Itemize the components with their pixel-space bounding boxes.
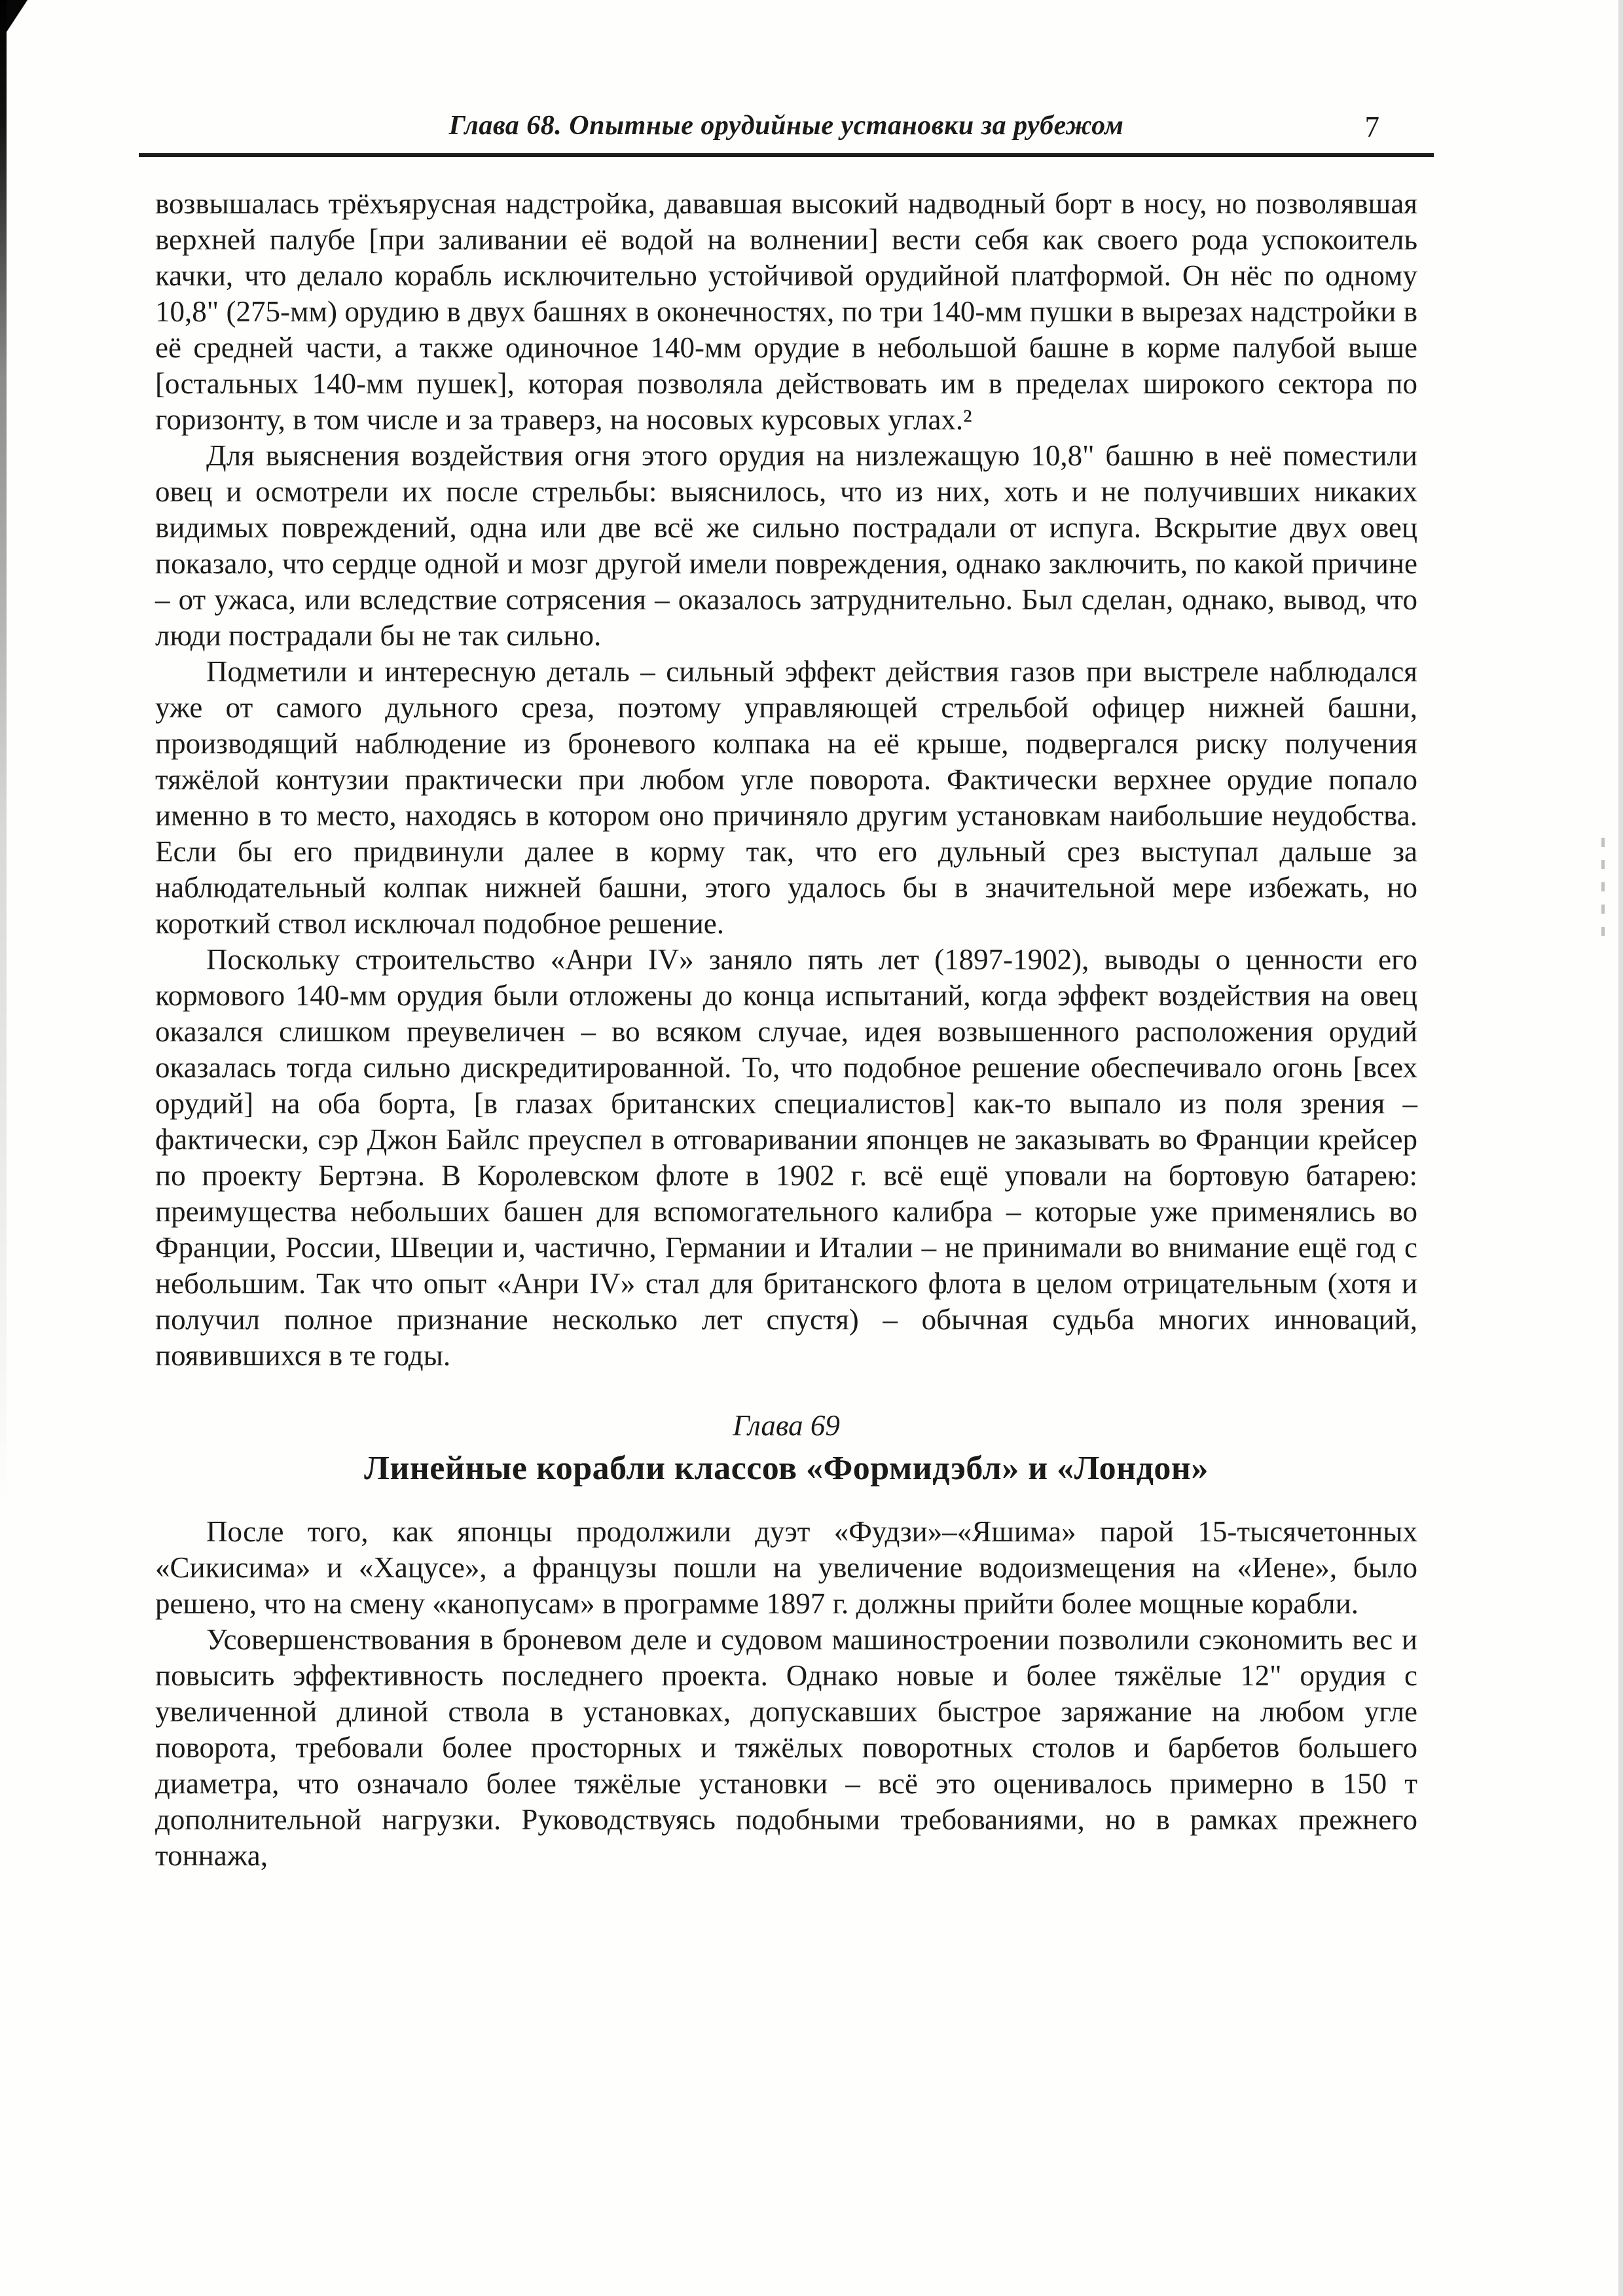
text-block [155,186,1417,1874]
paragraph: Для выяснения воздействия огня этого орудия на низлежащую 10,8" башню в неё поместили овец и осмотрели их после стрельбы: выяснилось, что из них, хоть и не получивших никаких видимых повреждений, одна или две всё же сильно пострадали от испуга. Вскрытие двух овец показало, что сердце одной и мозг другой имели повреждения, однако заключить, по какой причине – от ужаса, или вследствие сотрясения – оказалось затруднительно. Был сделан, однако, вывод, что люди пострадали бы не так сильно. [155,439,1417,652]
paragraph: Усовершенствования в броневом деле и судовом машиностроении позволили сэкономить вес и повысить эффективность последнего проекта. Однако новые и более тяжёлые 12" орудия с увеличенной длиной ствола в установках, допускавших быстрое заряжание на любом угле поворота, требовали более просторных и тяжёлых поворотных столов и барбетов большего диаметра, что означало более тяжёлые установки – всё это оценивалось примерно в 150 т дополнительной нагрузки. Руководствуясь подобными требованиями, но в рамках прежнего тоннажа, [155,1623,1417,1872]
scan-margin-marks [1601,838,1605,942]
paragraph: Подметили и интересную деталь – сильный эффект действия газов при выстреле наблюдался уже от самого дульного среза, поэтому управляющей стрельбой офицер нижней башни, производящий наблюдение из броневого колпака на её крыше, подвергался риску получения тяжёлой контузии практически при любом угле поворота. Фактически верхнее орудие попало именно в то место, находясь в котором оно причиняло другим установкам наибольшие неудобства. Если бы его придвинули далее в корму так, что его дульный срез выступал дальше за наблюдательный колпак нижней башни, этого удалось бы в значительной мере избежать, но короткий ствол исключал подобное решение. [155,655,1417,940]
scan-edge-artifact-right [1618,0,1623,2296]
paragraph: Поскольку строительство «Анри IV» заняло пять лет (1897-1902), выводы о ценности его кормового 140-мм орудия были отложены до конца испытаний, когда эффект воздействия на овец оказался слишком преувеличен – во всяком случае, идея возвышенного расположения орудий оказалась тогда сильно дискредитированной. То, что подобное решение обеспечивало огонь [всех орудий] на оба борта, [в глазах британских специалистов] как-то выпало из поля зрения – фактически, сэр Джон Байлс преуспел в отговаривании японцев не заказывать во Франции крейсер по проекту Бертэна. В Королевском флоте в 1902 г. всё ещё уповали на бортовую батарею: преимущества небольших башен для вспомогательного калибра – которые уже применялись во Франции, России, Швеции и, частично, Германии и Италии – не принимали во внимание ещё год с небольшим. Так что опыт «Анри IV» стал для британского флота в целом отрицательным (хотя и получил полное признание несколько лет спустя) – обычная судьба многих инноваций, появившихся в те годы. [155,943,1417,1372]
running-head-title: Глава 68. Опытные орудийные установки за рубежом [448,111,1124,141]
page-header [155,110,1417,147]
chapter-title: Линейные корабли классов «Формидэбл» и «Лондон» [364,1450,1209,1487]
chapter-label: Глава 69 [733,1409,840,1442]
header-rule [139,153,1434,157]
paragraph: После того, как японцы продолжили дуэт «Фудзи»–«Яшима» парой 15-тысячетонных «Сикисима» и «Хацусе», а французы пошли на увеличение водоизмещения на «Иене», было решено, что на смену «канопусам» в программе 1897 г. должны прийти более мощные корабли. [155,1515,1417,1620]
paragraph-continuation: возвышалась трёхъярусная надстройка, дававшая высокий надводный борт в носу, но позволявшая верхней палубе [при заливании её водой на волнении] вести себя как своего рода успокоитель качки, что делало корабль исключительно устойчивой орудийной платформой. Он нёс по одному 10,8" (275-мм) орудию в двух башнях в оконечностях, по три 140-мм пушки в вырезах надстройки в её средней части, а также одиночное 140-мм орудие в небольшой башне в корме палубой выше [остальных 140-мм пушек], которая позволяла действовать им в пределах широкого сектора по горизонту, в том числе и за траверз, на носовых курсовых углах.² [155,187,1417,436]
page-content [155,110,1417,1874]
page-number: 7 [1364,111,1379,143]
scan-edge-artifact [0,0,7,1505]
